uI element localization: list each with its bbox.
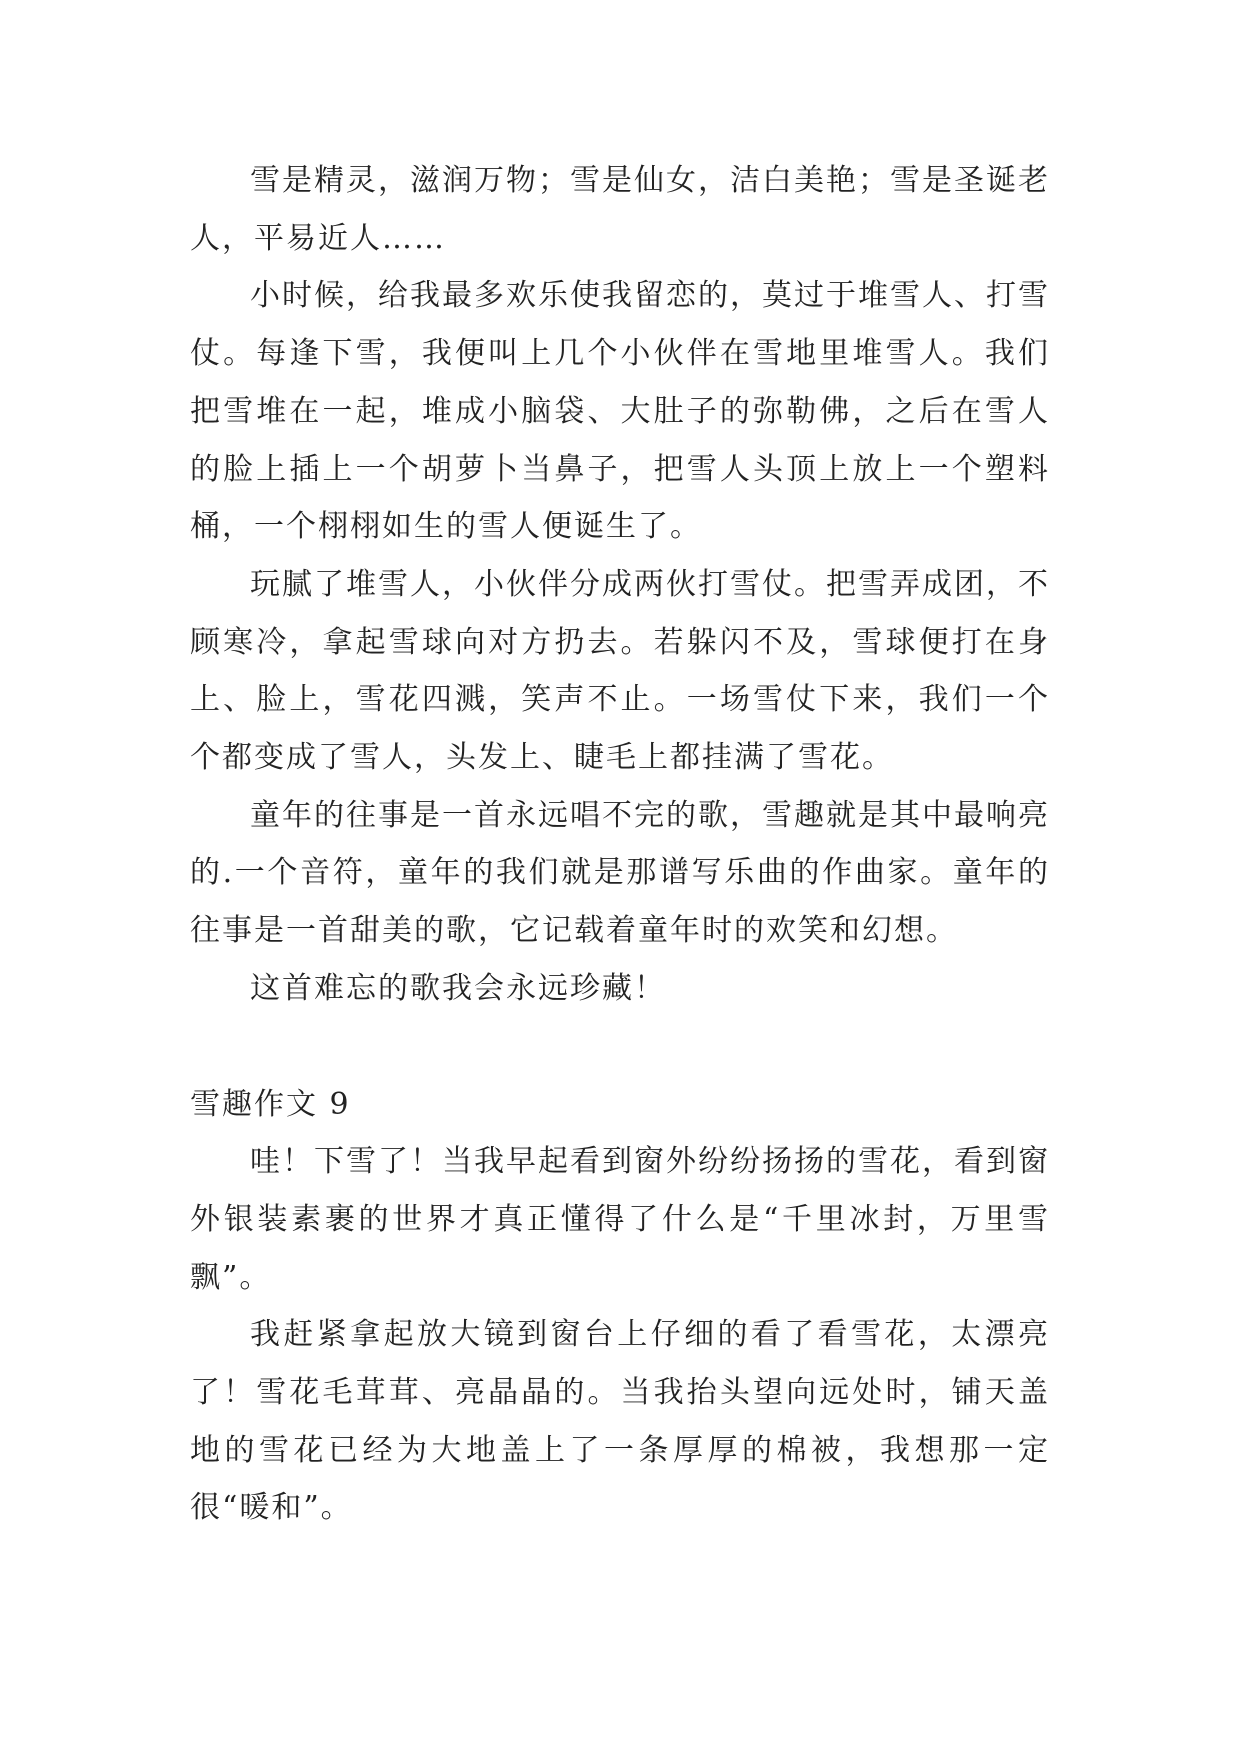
paragraph-4: 童年的往事是一首永远唱不完的歌，雪趣就是其中最响亮的.一个音符，童年的我们就是那谱写乐曲的作曲家。童年的往事是一首甜美的歌，它记载着童年时的欢笑和幻想。 bbox=[190, 797, 1050, 949]
paragraph-6: 哇！下雪了！当我早起看到窗外纷纷扬扬的雪花，看到窗外银装素裹的世界才真正懂得了什么是“千里冰封，万里雪飘”。 bbox=[190, 1144, 1050, 1295]
paragraph-7: 我赶紧拿起放大镜到窗台上仔细的看了看雪花，太漂亮了！雪花毛茸茸、亮晶晶的。当我抬头望向远处时，铺天盖地的雪花已经为大地盖上了一条厚厚的棉被，我想那一定很“暖和”。 bbox=[190, 1317, 1050, 1526]
paragraph-5: 这首难忘的歌我会永远珍藏！ bbox=[250, 970, 666, 1006]
essay-body bbox=[190, 152, 1050, 1537]
paragraph-3: 玩腻了堆雪人，小伙伴分成两伙打雪仗。把雪弄成团，不顾寒冷，拿起雪球向对方扔去。若躲闪不及，雪球便打在身上、脸上，雪花四溅，笑声不止。一场雪仗下来，我们一个个都变成了雪人，头发上、睫毛上都挂满了雪花。 bbox=[190, 566, 1050, 776]
section-heading: 雪趣作文 9 bbox=[190, 1086, 351, 1122]
paragraph-1: 雪是精灵，滋润万物；雪是仙女，洁白美艳；雪是圣诞老人，平易近人…… bbox=[190, 163, 1050, 256]
paragraph-2: 小时候，给我最多欢乐使我留恋的，莫过于堆雪人、打雪仗。每逢下雪，我便叫上几个小伙伴在雪地里堆雪人。我们把雪堆在一起，堆成小脑袋、大肚子的弥勒佛，之后在雪人的脸上插上一个胡萝卜当鼻子，把雪人头顶上放上一个塑料桶，一个栩栩如生的雪人便诞生了。 bbox=[190, 278, 1050, 545]
